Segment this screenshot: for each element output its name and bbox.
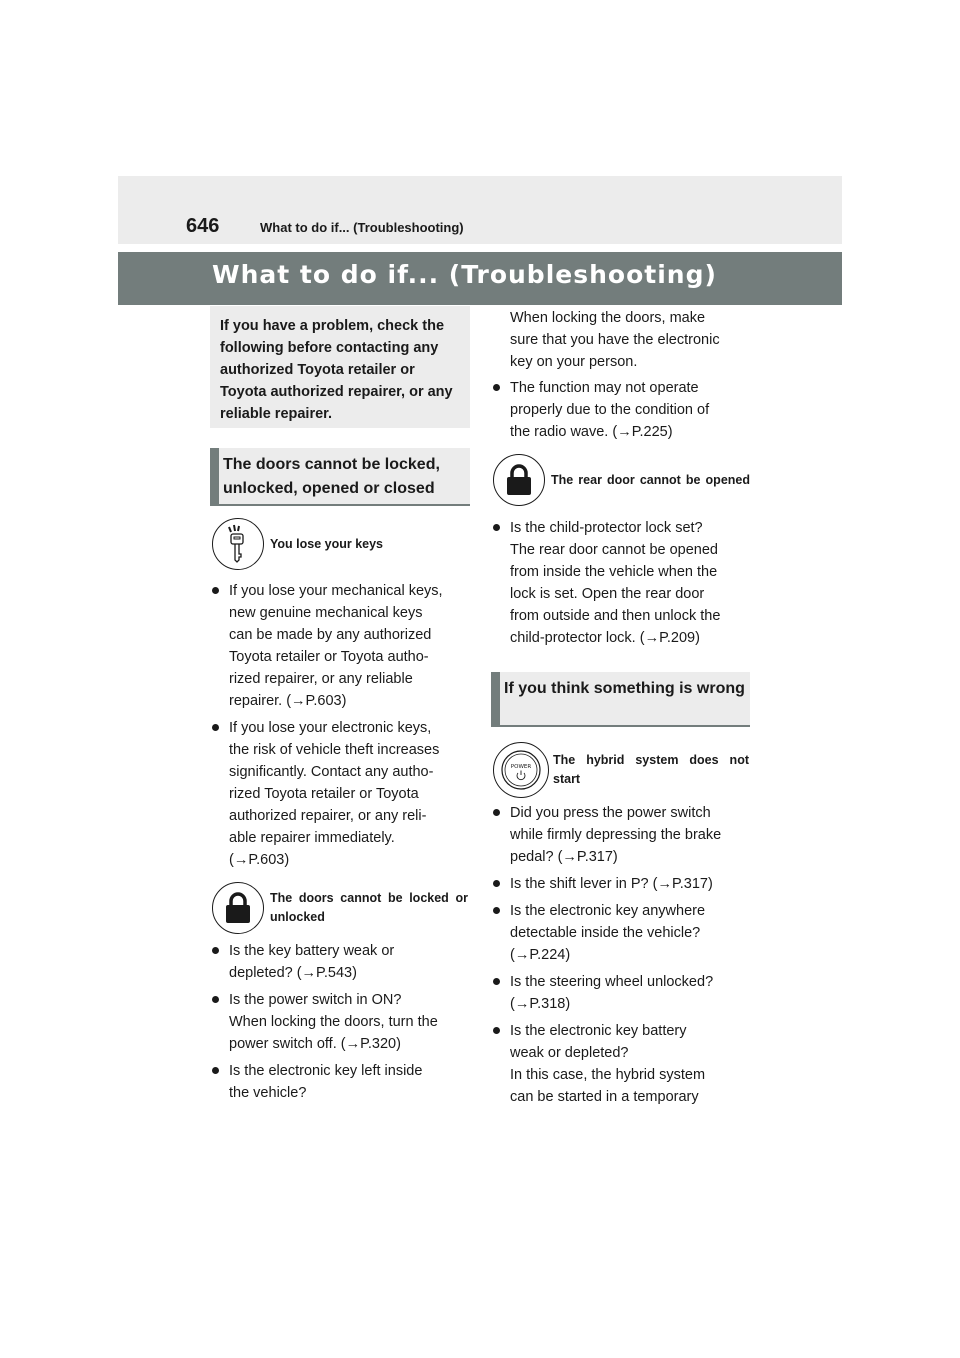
list-item: If you lose your electronic keys, the risk of vehicle theft increases significantly. Contact any autho- rized Toyota retailer or Toyota authorized repairer, or any reli- able repairer immediately. (→P.603) — [210, 717, 472, 871]
section-heading-doors: The doors cannot be locked, unlocked, opened or closed — [210, 448, 470, 506]
section-heading-wrong: If you think something is wrong — [491, 672, 750, 727]
subhead-label: The rear door cannot be opened — [551, 472, 750, 487]
subhead-rear-door — [493, 454, 751, 506]
continuation-text: When locking the doors, make sure that you have the electronic key on your person. — [510, 310, 720, 370]
list-item: Is the shift lever in P? (→P.317) — [491, 873, 753, 895]
hybrid-list — [491, 802, 753, 1113]
cannot-lock-list — [210, 940, 472, 1109]
running-title: What to do if... (Troubleshooting) — [260, 220, 464, 235]
padlock-icon — [212, 882, 264, 934]
key-icon — [212, 518, 264, 570]
subhead-cannot-lock — [212, 882, 470, 934]
list-item: Is the electronic key left inside the vehicle? — [210, 1060, 472, 1104]
intro-box: If you have a problem, check the following before contacting any authorized Toyota retailer or Toyota authorized repairer, or any reliable repairer. — [210, 306, 470, 428]
radio-wave-list — [491, 377, 753, 448]
subhead-label: The doors cannot be locked or unlocked — [270, 891, 468, 924]
padlock-icon — [493, 454, 545, 506]
subhead-label: You lose your keys — [270, 536, 384, 551]
list-item: Did you press the power switch while firmly depressing the brake pedal? (→P.317) — [491, 802, 753, 868]
subhead-lose-keys — [212, 518, 470, 570]
list-item: The function may not operate properly due to the condition of the radio wave. (→P.225) — [491, 377, 753, 443]
list-item: Is the key battery weak or depleted? (→P.543) — [210, 940, 472, 984]
list-item: Is the steering wheel unlocked? (→P.318) — [491, 971, 753, 1015]
rear-door-list — [491, 517, 753, 654]
power-button-text: POWER — [510, 764, 532, 770]
subhead-label: The hybrid system does not start — [553, 753, 749, 786]
page-title: What to do if... (Troubleshooting) — [212, 260, 717, 289]
list-item: If you lose your mechanical keys, new genuine mechanical keys can be made by any authorized Toyota retailer or Toyota autho- rized repairer, or any reliable repairer. (→P.603) — [210, 580, 472, 712]
lose-keys-list — [210, 580, 472, 876]
header-band — [118, 176, 842, 244]
list-item: Is the child-protector lock set? The rear door cannot be opened from inside the vehicle when the lock is set. Open the rear door from outside and then unlock the child-protector lock. (→P.209) — [491, 517, 753, 649]
page-number: 646 — [186, 215, 220, 237]
list-item: Is the power switch in ON? When locking the doors, turn the power switch off. (→P.320) — [210, 989, 472, 1055]
list-item: Is the electronic key anywhere detectable inside the vehicle? (→P.224) — [491, 900, 753, 966]
title-bar — [118, 252, 842, 305]
power-button-icon — [493, 742, 549, 798]
subhead-hybrid — [493, 742, 751, 798]
list-item: Is the electronic key battery weak or depleted? In this case, the hybrid system can be started in a temporary — [491, 1020, 753, 1108]
